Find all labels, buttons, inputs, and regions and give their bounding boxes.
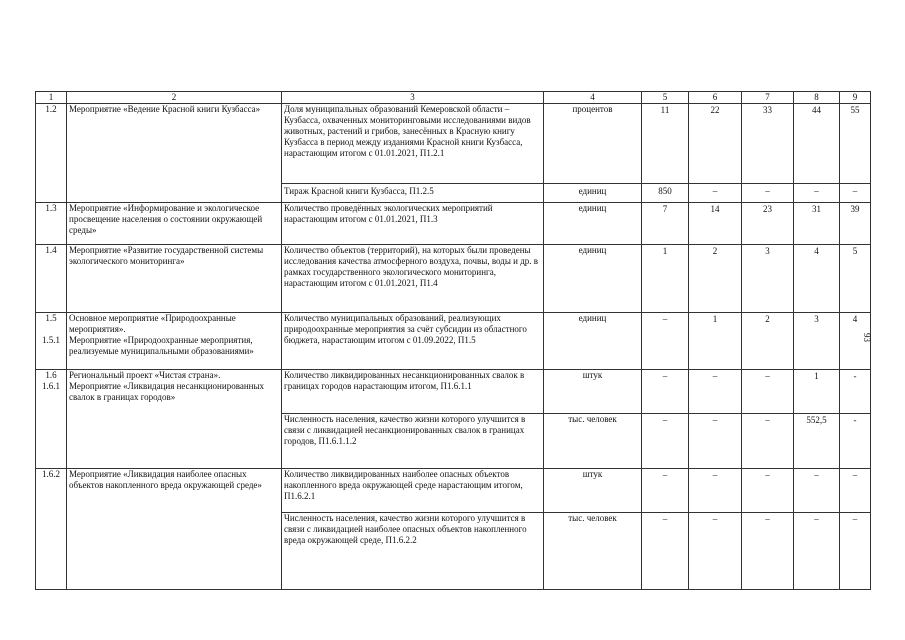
event-sub: Мероприятие «Природоохранные мероприятия, реализуемые муниципальными образованиями» [69, 335, 254, 356]
row-number: 1.2 [36, 104, 67, 203]
value-cell: – [642, 313, 689, 370]
event-cell: Мероприятие «Ликвидация наиболее опасных объектов накопленного вреда окружающей среде» [67, 469, 282, 590]
value-cell: 5 [840, 245, 871, 313]
value-cell: 14 [689, 203, 742, 245]
event-cell [67, 313, 282, 370]
row-number: 1.6.2 [36, 469, 67, 590]
table-row [36, 245, 871, 313]
indicator-cell: Количество проведённых экологических мероприятий нарастающим итогом с 01.01.2021, П1.3 [282, 203, 544, 245]
value-cell: – [794, 513, 840, 590]
value-cell: – [642, 370, 689, 414]
value-cell: - [840, 414, 871, 469]
event-main: Региональный проект «Чистая страна». [69, 370, 221, 380]
value-cell: 3 [794, 313, 840, 370]
table-row [36, 203, 871, 245]
value-cell: 2 [742, 313, 794, 370]
value-cell: – [642, 414, 689, 469]
row-number-main: 1.5 [45, 313, 57, 323]
value-cell: – [742, 370, 794, 414]
row-number: 1.4 [36, 245, 67, 313]
table-row [36, 370, 871, 414]
event-cell: Мероприятие «Развитие государственной системы экологического мониторинга» [67, 245, 282, 313]
page-number: 93 [862, 333, 872, 342]
value-cell: 31 [794, 203, 840, 245]
value-cell: 39 [840, 203, 871, 245]
event-cell: Мероприятие «Информирование и экологическое просвещение населения о состоянии окружающей среды» [67, 203, 282, 245]
indicator-cell: Численность населения, качество жизни которого улучшится в связи с ликвидацией наиболее опасных объектов накопленного вреда окружающей среде, П1.6.2.2 [282, 513, 544, 590]
table-row [36, 469, 871, 513]
event-cell [67, 370, 282, 469]
value-cell: – [742, 414, 794, 469]
event-sub: Мероприятие «Ликвидация несанкционированных свалок в границах городов» [69, 381, 264, 402]
value-cell: 1 [689, 313, 742, 370]
indicator-cell: Количество объектов (территорий), на которых были проведены исследования качества атмосферного воздуха, почвы, воды и др. в рамках государственного экологического мониторинга, нарастающим итогом с 01.01.2021, П1.4 [282, 245, 544, 313]
row-number-main: 1.6 [45, 370, 57, 380]
unit-cell: единиц [544, 245, 642, 313]
col-header: 2 [67, 92, 282, 104]
value-cell: 7 [642, 203, 689, 245]
value-cell: – [840, 513, 871, 590]
unit-cell: штук [544, 469, 642, 513]
value-cell: 552,5 [794, 414, 840, 469]
indicator-cell: Численность населения, качество жизни которого улучшится в связи с ликвидацией несанкционированных свалок в границах городов, П1.6.1.1.2 [282, 414, 544, 469]
value-cell: – [742, 513, 794, 590]
indicator-cell: Количество муниципальных образований, реализующих природоохранные мероприятия за счёт субсидии из областного бюджета, нарастающим итогом с 01.09.2022, П1.5 [282, 313, 544, 370]
row-number-sub: 1.5.1 [42, 335, 60, 345]
unit-cell: тыс. человек [544, 414, 642, 469]
value-cell: – [689, 513, 742, 590]
event-cell: Мероприятие «Ведение Красной книги Кузбасса» [67, 104, 282, 203]
value-cell: – [689, 469, 742, 513]
value-cell: – [742, 469, 794, 513]
col-header: 4 [544, 92, 642, 104]
row-number [36, 370, 67, 469]
value-cell: – [840, 469, 871, 513]
value-cell: 3 [742, 245, 794, 313]
value-cell: – [794, 184, 840, 203]
value-cell: – [642, 513, 689, 590]
value-cell: 2 [689, 245, 742, 313]
table-row [36, 104, 871, 184]
unit-cell: единиц [544, 313, 642, 370]
row-number [36, 313, 67, 370]
col-header: 6 [689, 92, 742, 104]
value-cell: 22 [689, 104, 742, 184]
col-header: 9 [840, 92, 871, 104]
value-cell: 11 [642, 104, 689, 184]
event-main: Основное мероприятие «Природоохранные мероприятия». [69, 313, 236, 334]
value-cell: - [840, 370, 871, 414]
col-header: 1 [36, 92, 67, 104]
value-cell: 1 [794, 370, 840, 414]
unit-cell: единиц [544, 203, 642, 245]
value-cell: 33 [742, 104, 794, 184]
indicator-cell: Количество ликвидированных несанкционированных свалок в границах городов нарастающим итогом, П1.6.1.1 [282, 370, 544, 414]
indicator-cell: Количество ликвидированных наиболее опасных объектов накопленного вреда окружающей среде нарастающим итогом, П1.6.2.1 [282, 469, 544, 513]
value-cell: 4 [840, 313, 871, 370]
col-header: 5 [642, 92, 689, 104]
value-cell: 850 [642, 184, 689, 203]
value-cell: – [840, 184, 871, 203]
row-number-sub: 1.6.1 [42, 381, 60, 391]
indicator-cell: Доля муниципальных образований Кемеровской области – Кузбасса, охваченных мониторинговыми исследованиями видов животных, растений и грибов, занесённых в Красную книгу Кузбасса в период между изданиями Красной книги Кузбасса, нарастающим итогом с 01.01.2021, П1.2.1 [282, 104, 544, 184]
indicators-table [35, 91, 871, 590]
row-number: 1.3 [36, 203, 67, 245]
unit-cell: единиц [544, 184, 642, 203]
unit-cell: процентов [544, 104, 642, 184]
value-cell: 1 [642, 245, 689, 313]
value-cell: 4 [794, 245, 840, 313]
value-cell: 44 [794, 104, 840, 184]
value-cell: – [642, 469, 689, 513]
col-header: 3 [282, 92, 544, 104]
value-cell: 55 [840, 104, 871, 184]
value-cell: 23 [742, 203, 794, 245]
unit-cell: штук [544, 370, 642, 414]
value-cell: – [689, 370, 742, 414]
value-cell: – [742, 184, 794, 203]
value-cell: – [794, 469, 840, 513]
col-header: 7 [742, 92, 794, 104]
indicator-cell: Тираж Красной книги Кузбасса, П1.2.5 [282, 184, 544, 203]
unit-cell: тыс. человек [544, 513, 642, 590]
col-header: 8 [794, 92, 840, 104]
value-cell: – [689, 414, 742, 469]
header-row [36, 92, 871, 104]
value-cell: – [689, 184, 742, 203]
table-row [36, 313, 871, 370]
